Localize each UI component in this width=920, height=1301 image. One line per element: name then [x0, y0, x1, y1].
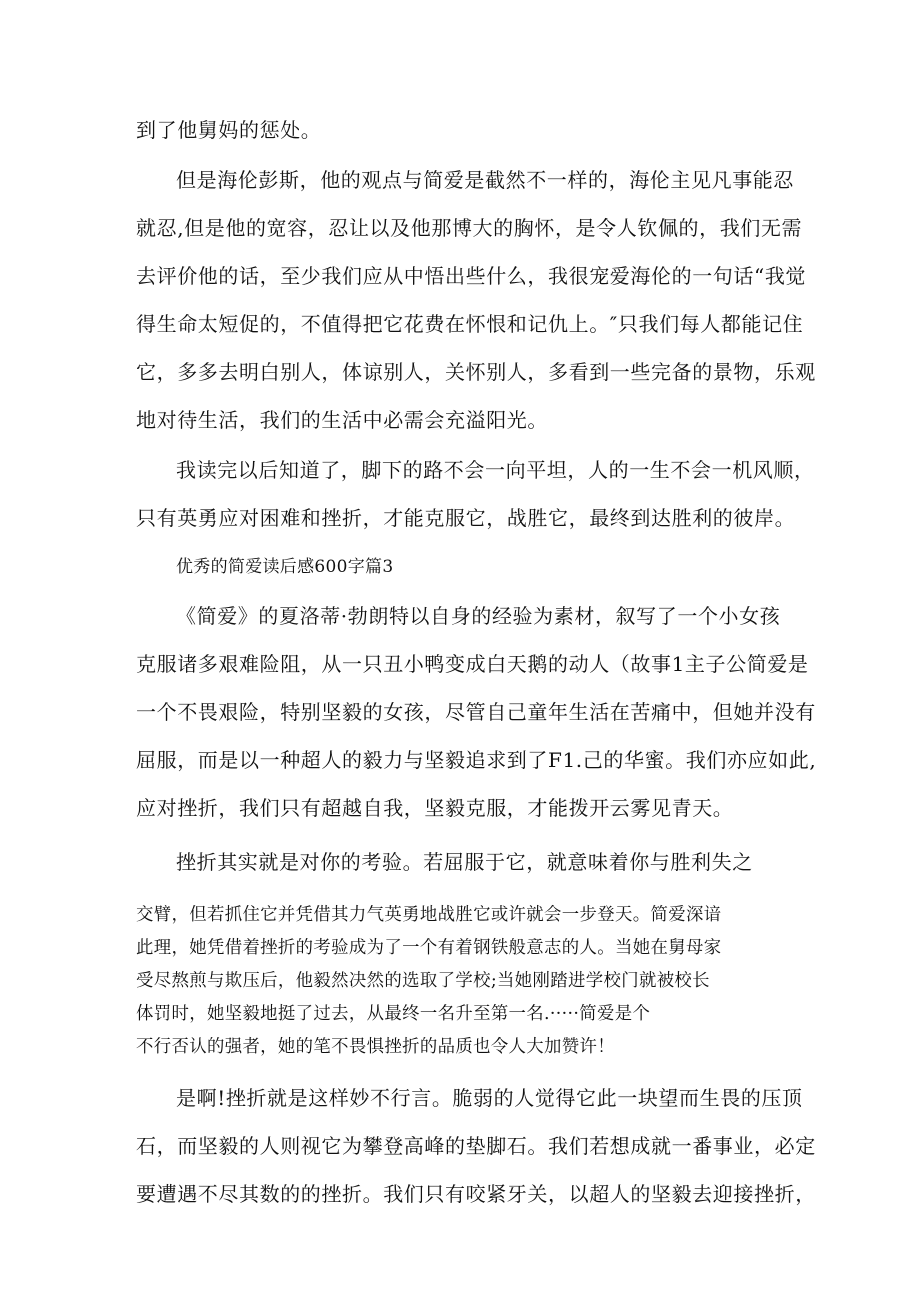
- paragraph-line: 石，而坚毅的人则视它为攀登高峰的垫脚石。我们若想成就一番事业，必定: [136, 1134, 816, 1158]
- paragraph-line: 不行否认的强者，她的笔不畏惧挫折的品质也令人大加赞许！: [136, 1037, 615, 1057]
- paragraph-line: 交臂，但若抓住它并凭借其力气英勇地战胜它或许就会一步登天。简爱深谙: [136, 905, 722, 925]
- paragraph-line: 到了他舅妈的惩处。: [136, 118, 322, 142]
- paragraph-line: 《简爱》的夏洛蒂·勃朗特以自身的经验为素材，叙写了一个小女孩: [176, 604, 781, 628]
- paragraph-line: 此理，她凭借着挫折的考验成为了一个有着钢铁般意志的人。当她在舅母家: [136, 938, 722, 958]
- paragraph-line: 挫折其实就是对你的考验。若屈服于它，就意味着你与胜利失之: [176, 850, 753, 874]
- paragraph-line: 屈服，而是以一种超人的毅力与坚毅追求到了F1.己的华蜜。我们亦应如此,: [136, 748, 817, 772]
- paragraph-line: 就忍,但是他的宽容，忍让以及他那博大的胸怀，是令人钦佩的，我们无需: [136, 216, 803, 240]
- paragraph-line: 它，多多去明白别人，体谅别人，关怀别人，多看到一些完备的景物，乐观: [136, 360, 816, 384]
- paragraph-line: 地对待生活，我们的生活中必需会充溢阳光。: [136, 408, 548, 432]
- paragraph-line: 应对挫折，我们只有超越自我，坚毅克服，才能拨开云雾见青天。: [136, 796, 734, 820]
- paragraph-line: 但是海伦彭斯，他的观点与简爱是截然不一样的，海伦主见凡事能忍: [176, 168, 794, 192]
- paragraph-line: 是啊!挫折就是这样妙不行言。脆弱的人觉得它此一块望而生畏的压顶: [176, 1086, 803, 1110]
- section-heading: 优秀的简爱读后感600字篇3: [176, 557, 394, 577]
- paragraph-line: 受尽熬煎与欺压后，他毅然决然的选取了学校;当她刚踏进学校门就被校长: [136, 971, 710, 991]
- paragraph-line: 只有英勇应对困难和挫折，才能克服它，战胜它，最终到达胜利的彼岸。: [136, 506, 796, 530]
- paragraph-line: 得生命太短促的，不值得把它花费在怀恨和记仇上。″只我们每人都能记住: [136, 312, 804, 336]
- paragraph-line: 去评价他的话，至少我们应从中悟出些什么，我很宠爱海伦的一句话“我觉: [136, 264, 807, 288]
- paragraph-line: 一个不畏艰险，特别坚毅的女孩，尽管自己童年生活在苦痛中，但她并没有: [136, 700, 816, 724]
- paragraph-line: 克服诸多艰难险阻，从一只丑小鸭变成白天鹅的动人（故事1主子公简爱是: [136, 652, 809, 676]
- paragraph-line: 体罚时，她坚毅地挺了过去，从最终一名升至第一名.·····简爱是个: [136, 1004, 651, 1024]
- paragraph-line: 我读完以后知道了，脚下的路不会一向平坦，人的一生不会一机风顺，: [176, 458, 815, 482]
- paragraph-line: 要遭遇不尽其数的的挫折。我们只有咬紧牙关，以超人的坚毅去迎接挫折，: [136, 1182, 816, 1206]
